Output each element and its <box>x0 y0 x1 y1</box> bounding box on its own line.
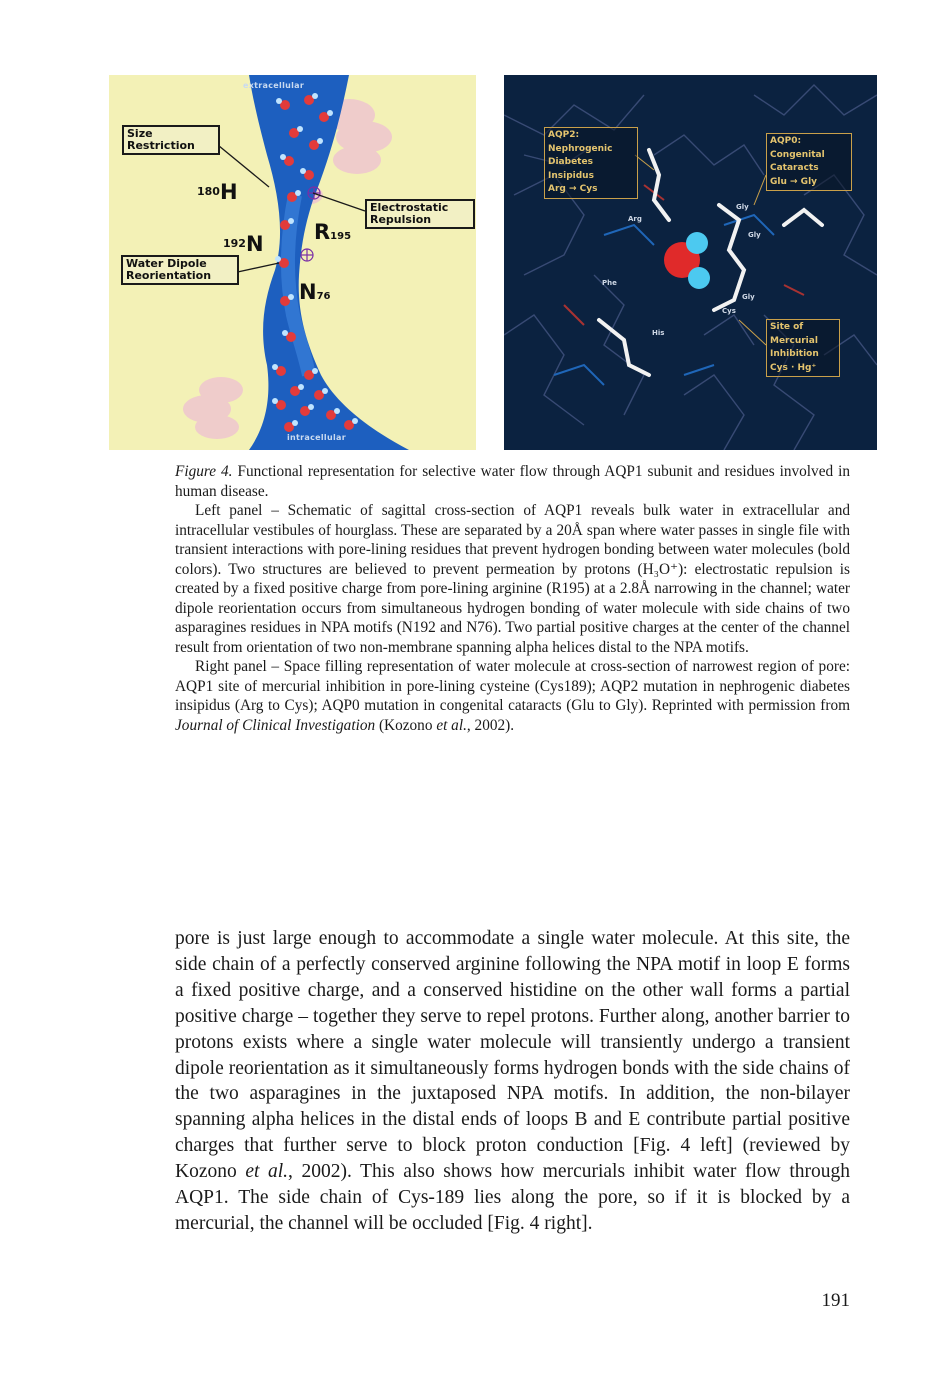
journal-name: Journal of Clinical Investigation <box>175 716 376 734</box>
aqp2-annotation: AQP2: Nephrogenic Diabetes Insipidus Arg → Cys <box>544 127 638 199</box>
caption-left-panel: Left panel – Schematic of sagittal cross-section of AQP1 reveals bulk water in extracellular and intracellular vestibules of hourglass. These are separated by a 20Å span where water passes in single file with transient interactions with pore-lining residues that prevent hydrogen bonding between water molecules (bold colors). Two structures are believed to prevent permeation by protons (H₃O⁺): electrostatic repulsion is created by a fixed positive charge from pore-lining arginine (R195) at a 2.8Å narrowing in the channel; water dipole reorientation occurs from simultaneous hydrogen bonding of water molecule with side chains of two asparagines residues in NPA motifs (N192 and N76). Two partial positive charges at the center of the channel result from orientation of two non-membrane spanning alpha helices distal to the NPA motifs. <box>175 502 850 656</box>
residue-h180: $^{180}$H <box>197 180 238 204</box>
caption-title-text: Functional representation for selective water flow through AQP1 subunit and residues involved in human disease. <box>175 463 850 500</box>
page-number: 191 <box>821 1290 850 1311</box>
extracellular-label: extracellular <box>243 81 305 90</box>
residue-label-gly-3: Gly <box>742 293 755 301</box>
residue-r195: R195 <box>314 220 352 244</box>
body-etal: et al. <box>245 1161 289 1183</box>
size-restriction-label: Size Restriction <box>122 125 220 155</box>
mercurial-site-annotation: Site of Mercurial Inhibition Cys · Hg⁺ <box>766 319 840 377</box>
body-paragraph: pore is just large enough to accommodate a single water molecule. At this site, the side chain of a perfectly conserved arginine following the NPA motif in loop E forms a fixed positive charge, and a conserved histidine on the other wall forms a partial positive charge – together they serve to repel protons. Further along, another barrier to protons exists where a single water molecule will transiently undergo a transient dipole reorientation as it simultaneously forms hydrogen bonds with the side chains of the two asparagines in the juxtaposed NPA motifs. In addition, the non-bilayer spanning alpha helices in the distal ends of loops B and E contribute partial positive charges that further serve to block proton conduction [Fig. 4 left] (reviewed by Kozono et al., 2002). This also shows how mercurials inhibit water flow through AQP1. The side chain of Cys-189 lies along the pore, so if it is blocked by a mercurial, the channel will be occluded [Fig. 4 right]. <box>175 928 850 1234</box>
caption-right-panel: Right panel – Space filling representation of water molecule at cross-section of narrowest region of pore: AQP1 site of mercurial inhibition in pore-lining cysteine (Cys189); AQP2 mutation in nephrogenic diabetes insipidus (Arg to Cys); AQP0 mutation in congenital cataracts (Glu to Gly). Reprinted with permission from Journal of Clinical Investigation (Kozono et al., 2002). <box>175 658 850 734</box>
residue-label-cys: Cys <box>722 307 736 315</box>
caption-title <box>175 462 850 501</box>
residue-label-his: His <box>652 329 665 337</box>
water-dipole-reorientation-label: Water Dipole Reorientation <box>121 255 239 285</box>
residue-label-gly-1: Gly <box>736 203 749 211</box>
figure-caption <box>175 462 850 735</box>
intracellular-label: intracellular <box>287 433 346 442</box>
electrostatic-repulsion-label: Electrostatic Repulsion <box>365 199 475 229</box>
residue-n192: $^{192}$N <box>223 232 264 256</box>
residue-label-gly-2: Gly <box>748 231 761 239</box>
residue-label-arg: Arg <box>628 215 642 223</box>
right-panel-space-filling-model <box>504 75 877 450</box>
figure-label: Figure 4. <box>175 463 233 480</box>
residue-n76: N76 <box>299 280 331 304</box>
aqp0-annotation: AQP0: Congenital Cataracts Glu → Gly <box>766 133 852 191</box>
residue-label-phe: Phe <box>602 279 617 287</box>
left-panel-pore-schematic <box>109 75 476 450</box>
figure-4 <box>109 75 877 450</box>
